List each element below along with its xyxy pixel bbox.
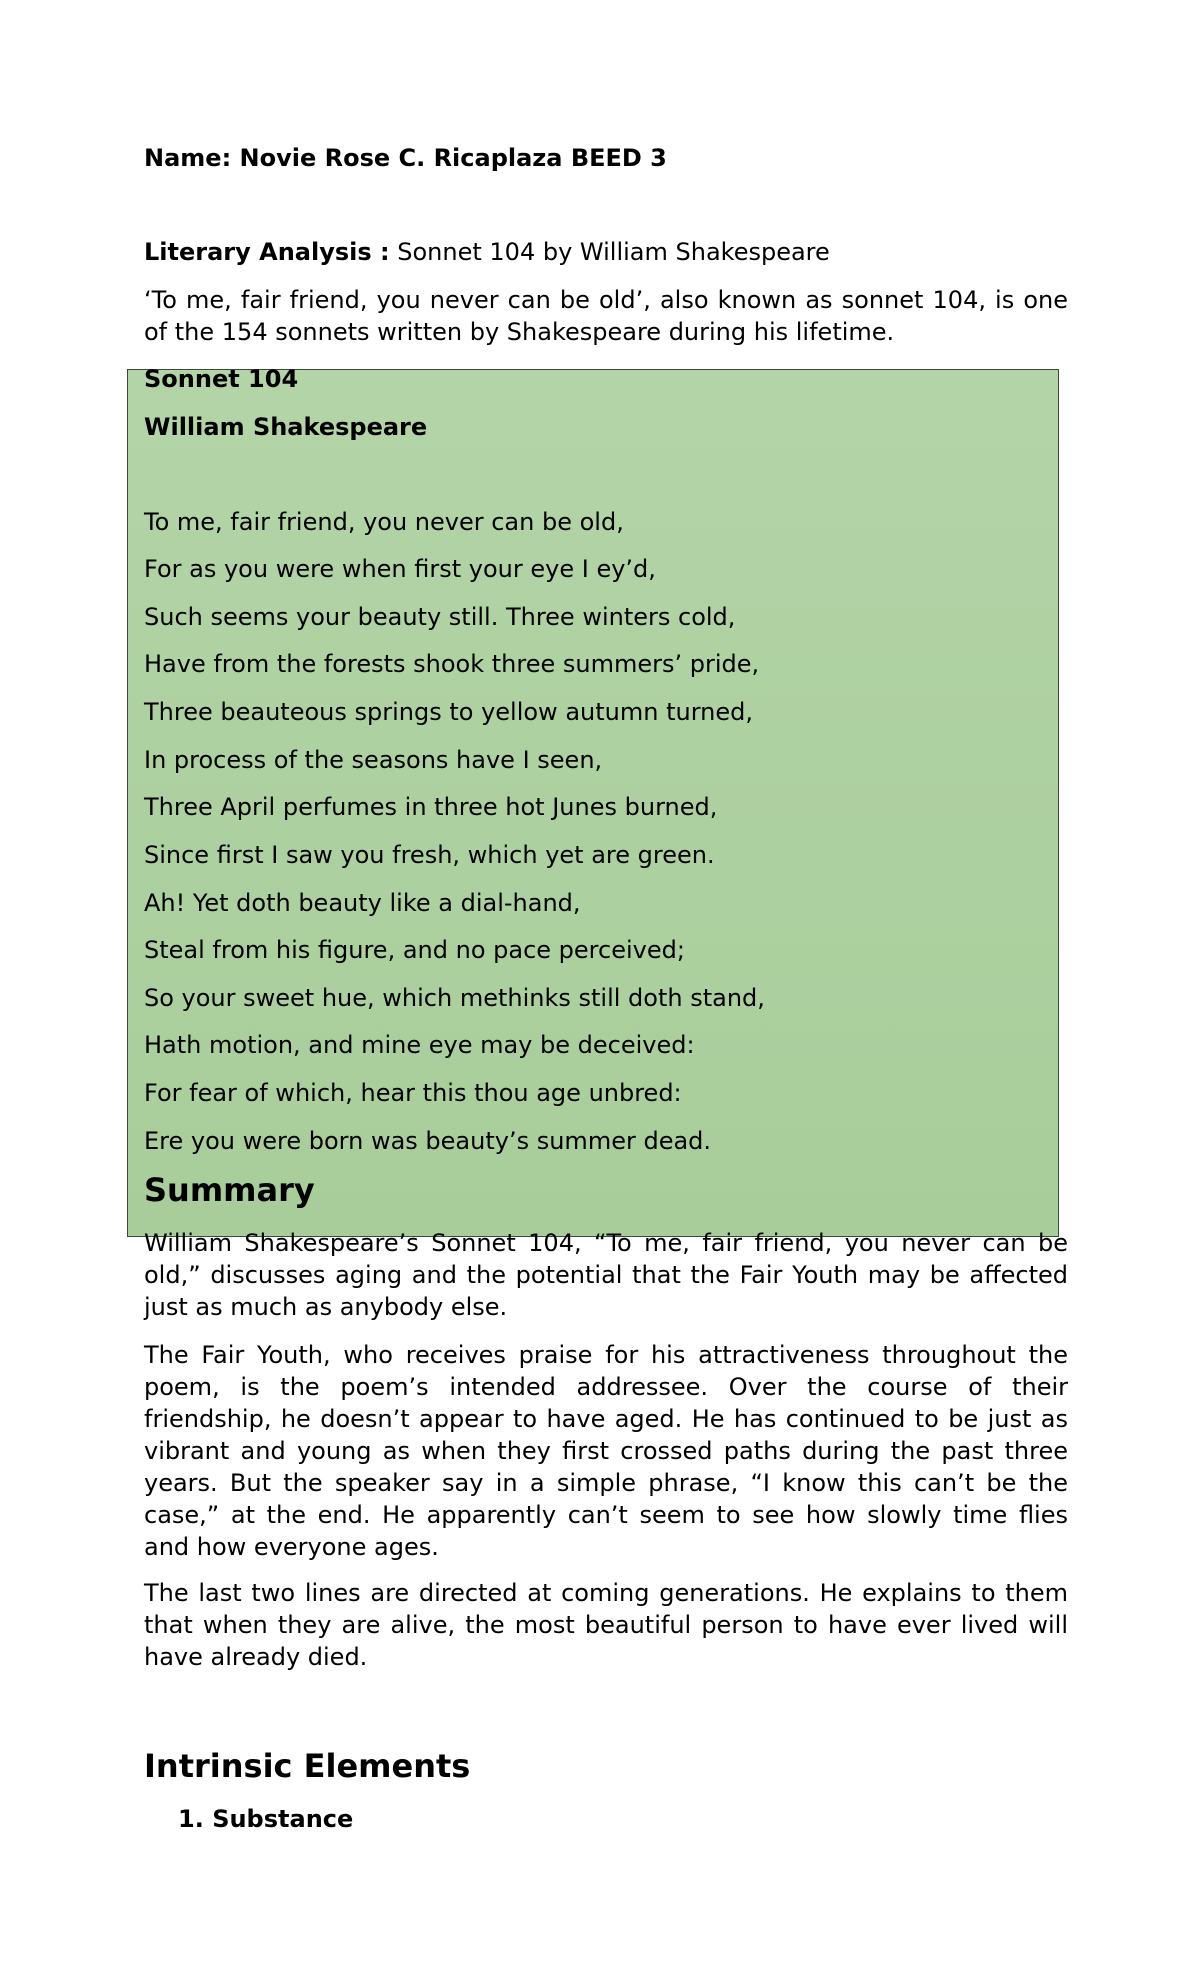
poem-line-11: So your sweet hue, which methinks still doth stand, [144, 984, 765, 1012]
intrinsic-elements-heading: Intrinsic Elements [144, 1747, 471, 1785]
summary-paragraph-1: William Shakespeare’s Sonnet 104, “To me, fair friend, you never can be old,” discusses aging and the potential that the Fair Youth may be affected just as much as anybody else. [144, 1229, 1068, 1321]
poem-line-8: Since first I saw you fresh, which yet are green. [144, 841, 715, 869]
list-item [178, 1803, 353, 1835]
analysis-heading [144, 236, 1068, 268]
poem-line-13: For fear of which, hear this thou age unbred: [144, 1079, 682, 1107]
poem-line-6: In process of the seasons have I seen, [144, 746, 603, 774]
summary-paragraph-2: The Fair Youth, who receives praise for his attractiveness throughout the poem, is the poem’s intended addressee. Over the course of their friendship, he doesn’t appear to have aged. He has continued to be just as vibrant and young as when they first crossed paths during the past three years. But the speaker say in a simple phrase, “I know this can’t be the case,” at the end. He apparently can’t seem to see how slowly time flies and how everyone ages. [144, 1341, 1068, 1561]
list-item-label: Substance [212, 1805, 354, 1833]
poem-line-14: Ere you were born was beauty’s summer dead. [144, 1127, 712, 1155]
poem-line-10: Steal from his figure, and no pace perceived; [144, 936, 685, 964]
poem-line-5: Three beauteous springs to yellow autumn turned, [144, 698, 753, 726]
poem-line-4: Have from the forests shook three summers’ pride, [144, 650, 760, 678]
poem-line-1: To me, fair friend, you never can be old, [144, 508, 624, 536]
summary-heading: Summary [144, 1171, 315, 1209]
poem-line-3: Such seems your beauty still. Three winters cold, [144, 603, 736, 631]
analysis-label: Literary Analysis : [144, 238, 390, 266]
poem-line-9: Ah! Yet doth beauty like a dial-hand, [144, 889, 581, 917]
poem-author: William Shakespeare [144, 413, 428, 441]
poem-line-12: Hath motion, and mine eye may be deceived: [144, 1031, 695, 1059]
list-item-number: 1. [178, 1805, 204, 1833]
poem-line-2: For as you were when first your eye I ey’d, [144, 555, 656, 583]
analysis-title: Sonnet 104 by William Shakespeare [389, 238, 830, 266]
summary-paragraph-3: The last two lines are directed at coming generations. He explains to them that when they are alive, the most beautiful person to have ever lived will have already died. [144, 1579, 1068, 1671]
name-line: Name: Novie Rose C. Ricaplaza BEED 3 [144, 144, 667, 172]
poem-line-7: Three April perfumes in three hot Junes burned, [144, 793, 718, 821]
intro-paragraph: ‘To me, fair friend, you never can be old’, also known as sonnet 104, is one of the 154 sonnets written by Shakespeare during his lifetime. [144, 286, 1068, 346]
poem-title: Sonnet 104 [144, 365, 299, 393]
